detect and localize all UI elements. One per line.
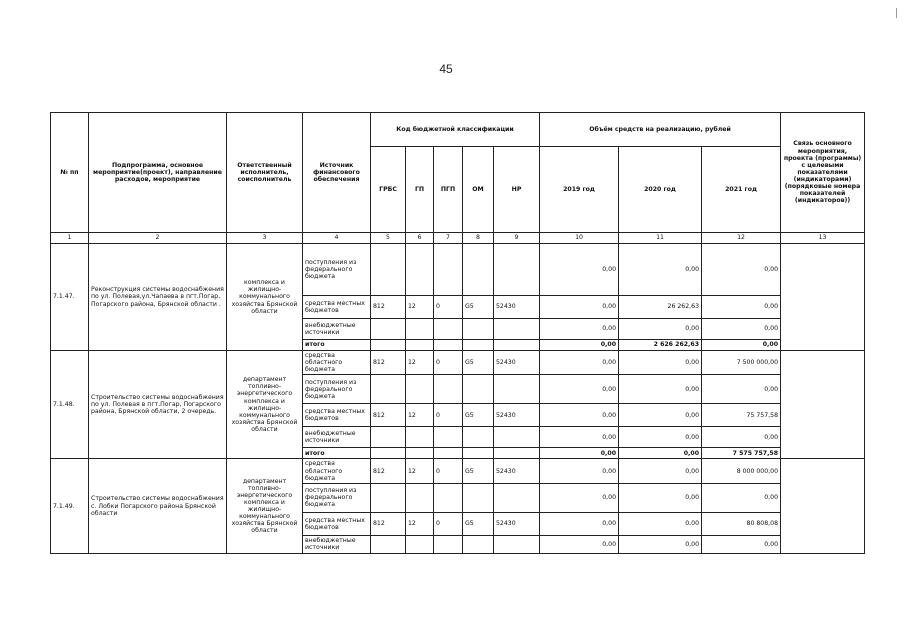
- row-number: 7.1.48.: [51, 351, 89, 459]
- np-cell: [494, 427, 540, 448]
- amount-2020: 0,00: [619, 535, 702, 553]
- amount-2021: 8 000 000,00: [702, 459, 781, 483]
- funding-source: средства местных бюджетов: [303, 512, 371, 535]
- amount-2021: 0,00: [702, 319, 781, 340]
- amount-2021: 0,00: [702, 483, 781, 512]
- gp-cell: [406, 340, 434, 351]
- responsible-executor: комплекса и жилищно-коммунального хозяйства Брянской области: [227, 244, 303, 351]
- colnum: 3: [227, 233, 303, 244]
- gp-cell: 12: [406, 296, 434, 319]
- gp-cell: [406, 375, 434, 404]
- col-2020-header: 2020 год: [619, 147, 702, 233]
- grbs-cell: [371, 535, 406, 553]
- row-number: 7.1.49.: [51, 459, 89, 553]
- funding-source: поступления из федерального бюджета: [303, 483, 371, 512]
- om-cell: G5: [463, 404, 494, 427]
- col-om-header: ОМ: [463, 147, 494, 233]
- gp-cell: [406, 427, 434, 448]
- table-row: [51, 244, 865, 296]
- funding-source: средства местных бюджетов: [303, 296, 371, 319]
- gp-cell: [406, 319, 434, 340]
- om-cell: [463, 319, 494, 340]
- om-cell: G5: [463, 459, 494, 483]
- col-gp-header: ГП: [406, 147, 434, 233]
- scan-edge-mark: [896, 8, 897, 18]
- amount-2020: 0,00: [619, 351, 702, 375]
- amount-2021: 7 575 757,58: [702, 448, 781, 459]
- np-cell: [494, 340, 540, 351]
- om-cell: G5: [463, 296, 494, 319]
- colnum: 13: [781, 233, 865, 244]
- om-cell: G5: [463, 351, 494, 375]
- om-cell: G5: [463, 512, 494, 535]
- np-cell: [494, 535, 540, 553]
- amount-2021: 0,00: [702, 244, 781, 296]
- amount-2019: 0,00: [540, 427, 619, 448]
- amount-2019: 0,00: [540, 319, 619, 340]
- gp-cell: 12: [406, 351, 434, 375]
- column-number-row: [51, 233, 865, 244]
- colnum: 4: [303, 233, 371, 244]
- grbs-cell: 812: [371, 512, 406, 535]
- grbs-cell: 812: [371, 404, 406, 427]
- page-number: 45: [439, 62, 453, 76]
- amount-2019: 0,00: [540, 448, 619, 459]
- amount-2020: 0,00: [619, 244, 702, 296]
- amount-2020: 0,00: [619, 459, 702, 483]
- om-cell: [463, 535, 494, 553]
- amount-2019: 0,00: [540, 351, 619, 375]
- funding-source: внебюджетные источники: [303, 319, 371, 340]
- colnum: 11: [619, 233, 702, 244]
- np-cell: 52430: [494, 296, 540, 319]
- funding-source: итого: [303, 340, 371, 351]
- amount-2019: 0,00: [540, 535, 619, 553]
- amount-2020: 0,00: [619, 448, 702, 459]
- grbs-cell: [371, 375, 406, 404]
- pgp-cell: 0: [434, 459, 463, 483]
- amount-group-header: Объём средств на реализацию, рублей: [540, 113, 781, 147]
- colnum: 9: [494, 233, 540, 244]
- col-2021-header: 2021 год: [702, 147, 781, 233]
- amount-2021: 0,00: [702, 340, 781, 351]
- table-row: [51, 459, 865, 483]
- funding-source: внебюджетные источники: [303, 427, 371, 448]
- amount-2019: 0,00: [540, 404, 619, 427]
- pgp-cell: [434, 319, 463, 340]
- grbs-cell: 812: [371, 351, 406, 375]
- pgp-cell: [434, 244, 463, 296]
- om-cell: [463, 340, 494, 351]
- funding-source: внебюджетные источники: [303, 535, 371, 553]
- measure-name: Реконструкция системы водоснабжения по ул. Полевая,ул.Чапаева в пгт.Погар, Погарского района, Брянской области .: [89, 244, 227, 351]
- np-cell: [494, 319, 540, 340]
- grbs-cell: [371, 319, 406, 340]
- colnum: 10: [540, 233, 619, 244]
- funding-source: средства областного бюджета: [303, 351, 371, 375]
- amount-2019: 0,00: [540, 459, 619, 483]
- col-pgp-header: ПГП: [434, 147, 463, 233]
- amount-2021: 0,00: [702, 296, 781, 319]
- indicator-link: [781, 244, 865, 351]
- amount-2019: 0,00: [540, 340, 619, 351]
- amount-2020: 0,00: [619, 483, 702, 512]
- gp-cell: 12: [406, 512, 434, 535]
- amount-2020: 2 626 262,63: [619, 340, 702, 351]
- amount-2021: 0,00: [702, 535, 781, 553]
- pgp-cell: [434, 448, 463, 459]
- amount-2020: 0,00: [619, 375, 702, 404]
- grbs-cell: [371, 483, 406, 512]
- grbs-cell: [371, 427, 406, 448]
- funding-source: средства областного бюджета: [303, 459, 371, 483]
- np-cell: 52430: [494, 404, 540, 427]
- amount-2020: 26 262,63: [619, 296, 702, 319]
- col-program-header: Подпрограмма, основное мероприятие(проект), направление расходов, мероприятие: [89, 113, 227, 233]
- amount-2019: 0,00: [540, 483, 619, 512]
- funding-source: поступления из федерального бюджета: [303, 375, 371, 404]
- amount-2019: 0,00: [540, 375, 619, 404]
- gp-cell: [406, 483, 434, 512]
- budget-table: [50, 112, 865, 554]
- om-cell: [463, 244, 494, 296]
- amount-2020: 0,00: [619, 319, 702, 340]
- amount-2020: 0,00: [619, 404, 702, 427]
- pgp-cell: 0: [434, 404, 463, 427]
- funding-source: итого: [303, 448, 371, 459]
- amount-2021: 75 757,58: [702, 404, 781, 427]
- np-cell: [494, 448, 540, 459]
- colnum: 8: [463, 233, 494, 244]
- np-cell: [494, 375, 540, 404]
- pgp-cell: [434, 483, 463, 512]
- col-responsible-header: Ответственный исполнитель, соисполнитель: [227, 113, 303, 233]
- amount-2021: 80 808,08: [702, 512, 781, 535]
- grbs-cell: 812: [371, 459, 406, 483]
- pgp-cell: 0: [434, 351, 463, 375]
- amount-2021: 0,00: [702, 375, 781, 404]
- gp-cell: 12: [406, 459, 434, 483]
- om-cell: [463, 427, 494, 448]
- np-cell: 52430: [494, 459, 540, 483]
- responsible-executor: департамент топливно-энергетического комплекса и жилищно-коммунального хозяйства Брянской области: [227, 351, 303, 459]
- pgp-cell: [434, 340, 463, 351]
- pgp-cell: 0: [434, 296, 463, 319]
- gp-cell: [406, 535, 434, 553]
- grbs-cell: [371, 340, 406, 351]
- table-row: [51, 351, 865, 375]
- grbs-cell: 812: [371, 296, 406, 319]
- np-cell: 52430: [494, 512, 540, 535]
- pgp-cell: 0: [434, 512, 463, 535]
- gp-cell: [406, 448, 434, 459]
- grbs-cell: [371, 448, 406, 459]
- colnum: 2: [89, 233, 227, 244]
- pgp-cell: [434, 535, 463, 553]
- amount-2019: 0,00: [540, 296, 619, 319]
- col-grbs-header: ГРБС: [371, 147, 406, 233]
- responsible-executor: департамент топливно-энергетического комплекса и жилищно-коммунального хозяйства Брянской области: [227, 459, 303, 553]
- measure-name: Строительство системы водоснабжения с. Лобки Погарского района Брянской области: [89, 459, 227, 553]
- colnum: 7: [434, 233, 463, 244]
- funding-source: поступления из федерального бюджета: [303, 244, 371, 296]
- grbs-cell: [371, 244, 406, 296]
- funding-source: средства местных бюджетов: [303, 404, 371, 427]
- gp-cell: [406, 244, 434, 296]
- amount-2021: 7 500 000,00: [702, 351, 781, 375]
- header-row-1: [51, 113, 865, 147]
- pgp-cell: [434, 427, 463, 448]
- om-cell: [463, 483, 494, 512]
- col-link-header: Связь основного мероприятия, проекта (программы) с целевыми показателями (индикаторами) (порядковые номера показателей (индикаторов)): [781, 113, 865, 233]
- col-source-header: Источник финансового обеспечения: [303, 113, 371, 233]
- row-number: 7.1.47.: [51, 244, 89, 351]
- amount-2020: 0,00: [619, 427, 702, 448]
- col-no-header: № пп: [51, 113, 89, 233]
- amount-2021: 0,00: [702, 427, 781, 448]
- amount-2020: 0,00: [619, 512, 702, 535]
- col-2019-header: 2019 год: [540, 147, 619, 233]
- np-cell: [494, 483, 540, 512]
- indicator-link: [781, 459, 865, 553]
- indicator-link: [781, 351, 865, 459]
- amount-2019: 0,00: [540, 244, 619, 296]
- colnum: 12: [702, 233, 781, 244]
- colnum: 6: [406, 233, 434, 244]
- colnum: 1: [51, 233, 89, 244]
- np-cell: [494, 244, 540, 296]
- np-cell: 52430: [494, 351, 540, 375]
- gp-cell: 12: [406, 404, 434, 427]
- amount-2019: 0,00: [540, 512, 619, 535]
- colnum: 5: [371, 233, 406, 244]
- pgp-cell: [434, 375, 463, 404]
- om-cell: [463, 375, 494, 404]
- om-cell: [463, 448, 494, 459]
- measure-name: Строительство системы водоснабжения по ул. Полевая в пгт.Погар, Погарского района, Брянской области, 2 очередь.: [89, 351, 227, 459]
- col-np-header: НР: [494, 147, 540, 233]
- budget-code-group-header: Код бюджетной классификации: [371, 113, 540, 147]
